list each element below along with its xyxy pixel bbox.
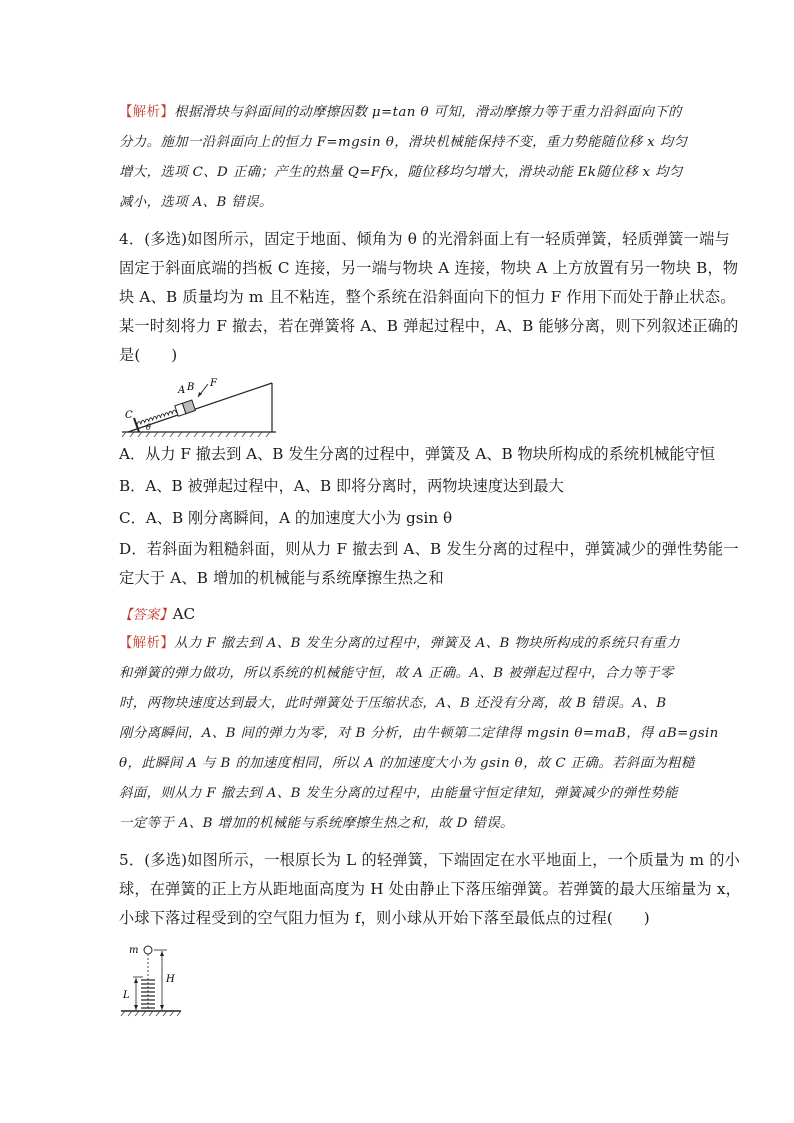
option-a: A．从力 F 撤去到 A、B 发生分离的过程中，弹簧及 A、B 物块所构成的系统机械能守恒	[119, 445, 715, 463]
answer-tag: 【答案】	[119, 608, 173, 623]
question-line: 固定于斜面底端的挡板 C 连接，另一端与物块 A 连接，物块 A 上方放置有另一物块 B，物	[119, 259, 739, 277]
label-f: F	[210, 378, 217, 389]
answer-line	[119, 602, 195, 628]
option-d: D．若斜面为粗糙斜面，则从力 F 撤去到 A、B 发生分离的过程中，弹簧减少的弹性势能一 定大于 A、B 增加的机械能与系统摩擦生热之和	[119, 540, 739, 587]
question-line: 球，在弹簧的正上方从距地面高度为 H 处由静止下落压缩弹簧。若弹簧的最大压缩量为 x，	[119, 880, 742, 898]
analysis-line: 斜面，则从力 F 撤去到 A、B 发生分离的过程中，由能量守恒定律知，弹簧减少的弹性势能	[119, 786, 678, 801]
label-b: B	[187, 382, 195, 393]
question-line: 某一时刻将力 F 撤去，若在弹簧将 A、B 弹起过程中，A、B 能够分离，则下列叙述正确的	[119, 317, 739, 335]
question-line: 4．(多选)如图所示，固定于地面、倾角为 θ 的光滑斜面上有一轻质弹簧，轻质弹簧一端与	[119, 230, 730, 248]
label-m: m	[129, 945, 139, 956]
question-line: 是( )	[119, 346, 178, 364]
analysis-line: 分力。施加一沿斜面向上的恒力 F=mgsin θ，滑块机械能保持不变，重力势能随位移 x 均匀	[119, 135, 688, 150]
label-h: H	[166, 974, 175, 985]
question-line: 小球下落过程受到的空气阻力恒为 f，则小球从开始下落至最低点的过程( )	[119, 909, 650, 927]
question-line: 5．(多选)如图所示，一根原长为 L 的轻弹簧，下端固定在水平地面上，一个质量为 m 的小	[119, 851, 741, 869]
analysis-block-2	[119, 629, 719, 839]
analysis-line: 减小，选项 A、B 错误。	[119, 195, 273, 210]
analysis-tag: 【解析】	[119, 105, 175, 120]
analysis-block-1	[119, 98, 688, 218]
answer-value: AC	[172, 605, 196, 623]
question-5-stem	[119, 846, 742, 933]
incline-spring-figure	[120, 378, 280, 438]
analysis-line: 和弹簧的弹力做功，所以系统的机械能守恒，故 A 正确。A、B 被弹起过程中，合力等于零	[119, 666, 674, 681]
question-line: 块 A、B 质量均为 m 且不粘连，整个系统在沿斜面向下的恒力 F 作用下而处于静止状态。	[119, 288, 736, 306]
label-theta: θ	[146, 423, 151, 432]
option-b: B．A、B 被弹起过程中，A、B 即将分离时，两物块速度达到最大	[119, 477, 564, 495]
analysis-line: 增大，选项 C、D 正确；产生的热量 Q=Ffx，随位移均匀增大，滑块动能 Ek随位移 x 均匀	[119, 165, 683, 180]
ball-spring-figure	[119, 938, 189, 1018]
analysis-line: 【解析】根据滑块与斜面间的动摩擦因数 μ=tan θ 可知，滑动摩擦力等于重力沿斜面向下的	[119, 105, 682, 120]
analysis-line: 【解析】从力 F 撤去到 A、B 发生分离的过程中，弹簧及 A、B 物块所构成的系统只有重力	[119, 636, 680, 651]
option-c: C．A、B 刚分离瞬间，A 的加速度大小为 gsin θ	[119, 509, 453, 527]
analysis-line: 一定等于 A、B 增加的机械能与系统摩擦生热之和，故 D 错误。	[119, 816, 514, 831]
analysis-line: 刚分离瞬间，A、B 间的弹力为零，对 B 分析，由牛顿第二定律得 mgsin θ=maB，得 aB=gsin	[119, 726, 719, 741]
label-c: C	[125, 410, 133, 421]
label-l: L	[123, 990, 130, 1001]
analysis-line: 时，两物块速度达到最大，此时弹簧处于压缩状态，A、B 还没有分离，故 B 错误。A、B	[119, 696, 667, 711]
label-a: A	[178, 385, 186, 396]
analysis-line: θ，此瞬间 A 与 B 的加速度相同，所以 A 的加速度大小为 gsin θ，故 C 正确。若斜面为粗糙	[119, 756, 695, 771]
question-4-stem	[119, 225, 739, 370]
analysis-tag: 【解析】	[119, 636, 175, 651]
